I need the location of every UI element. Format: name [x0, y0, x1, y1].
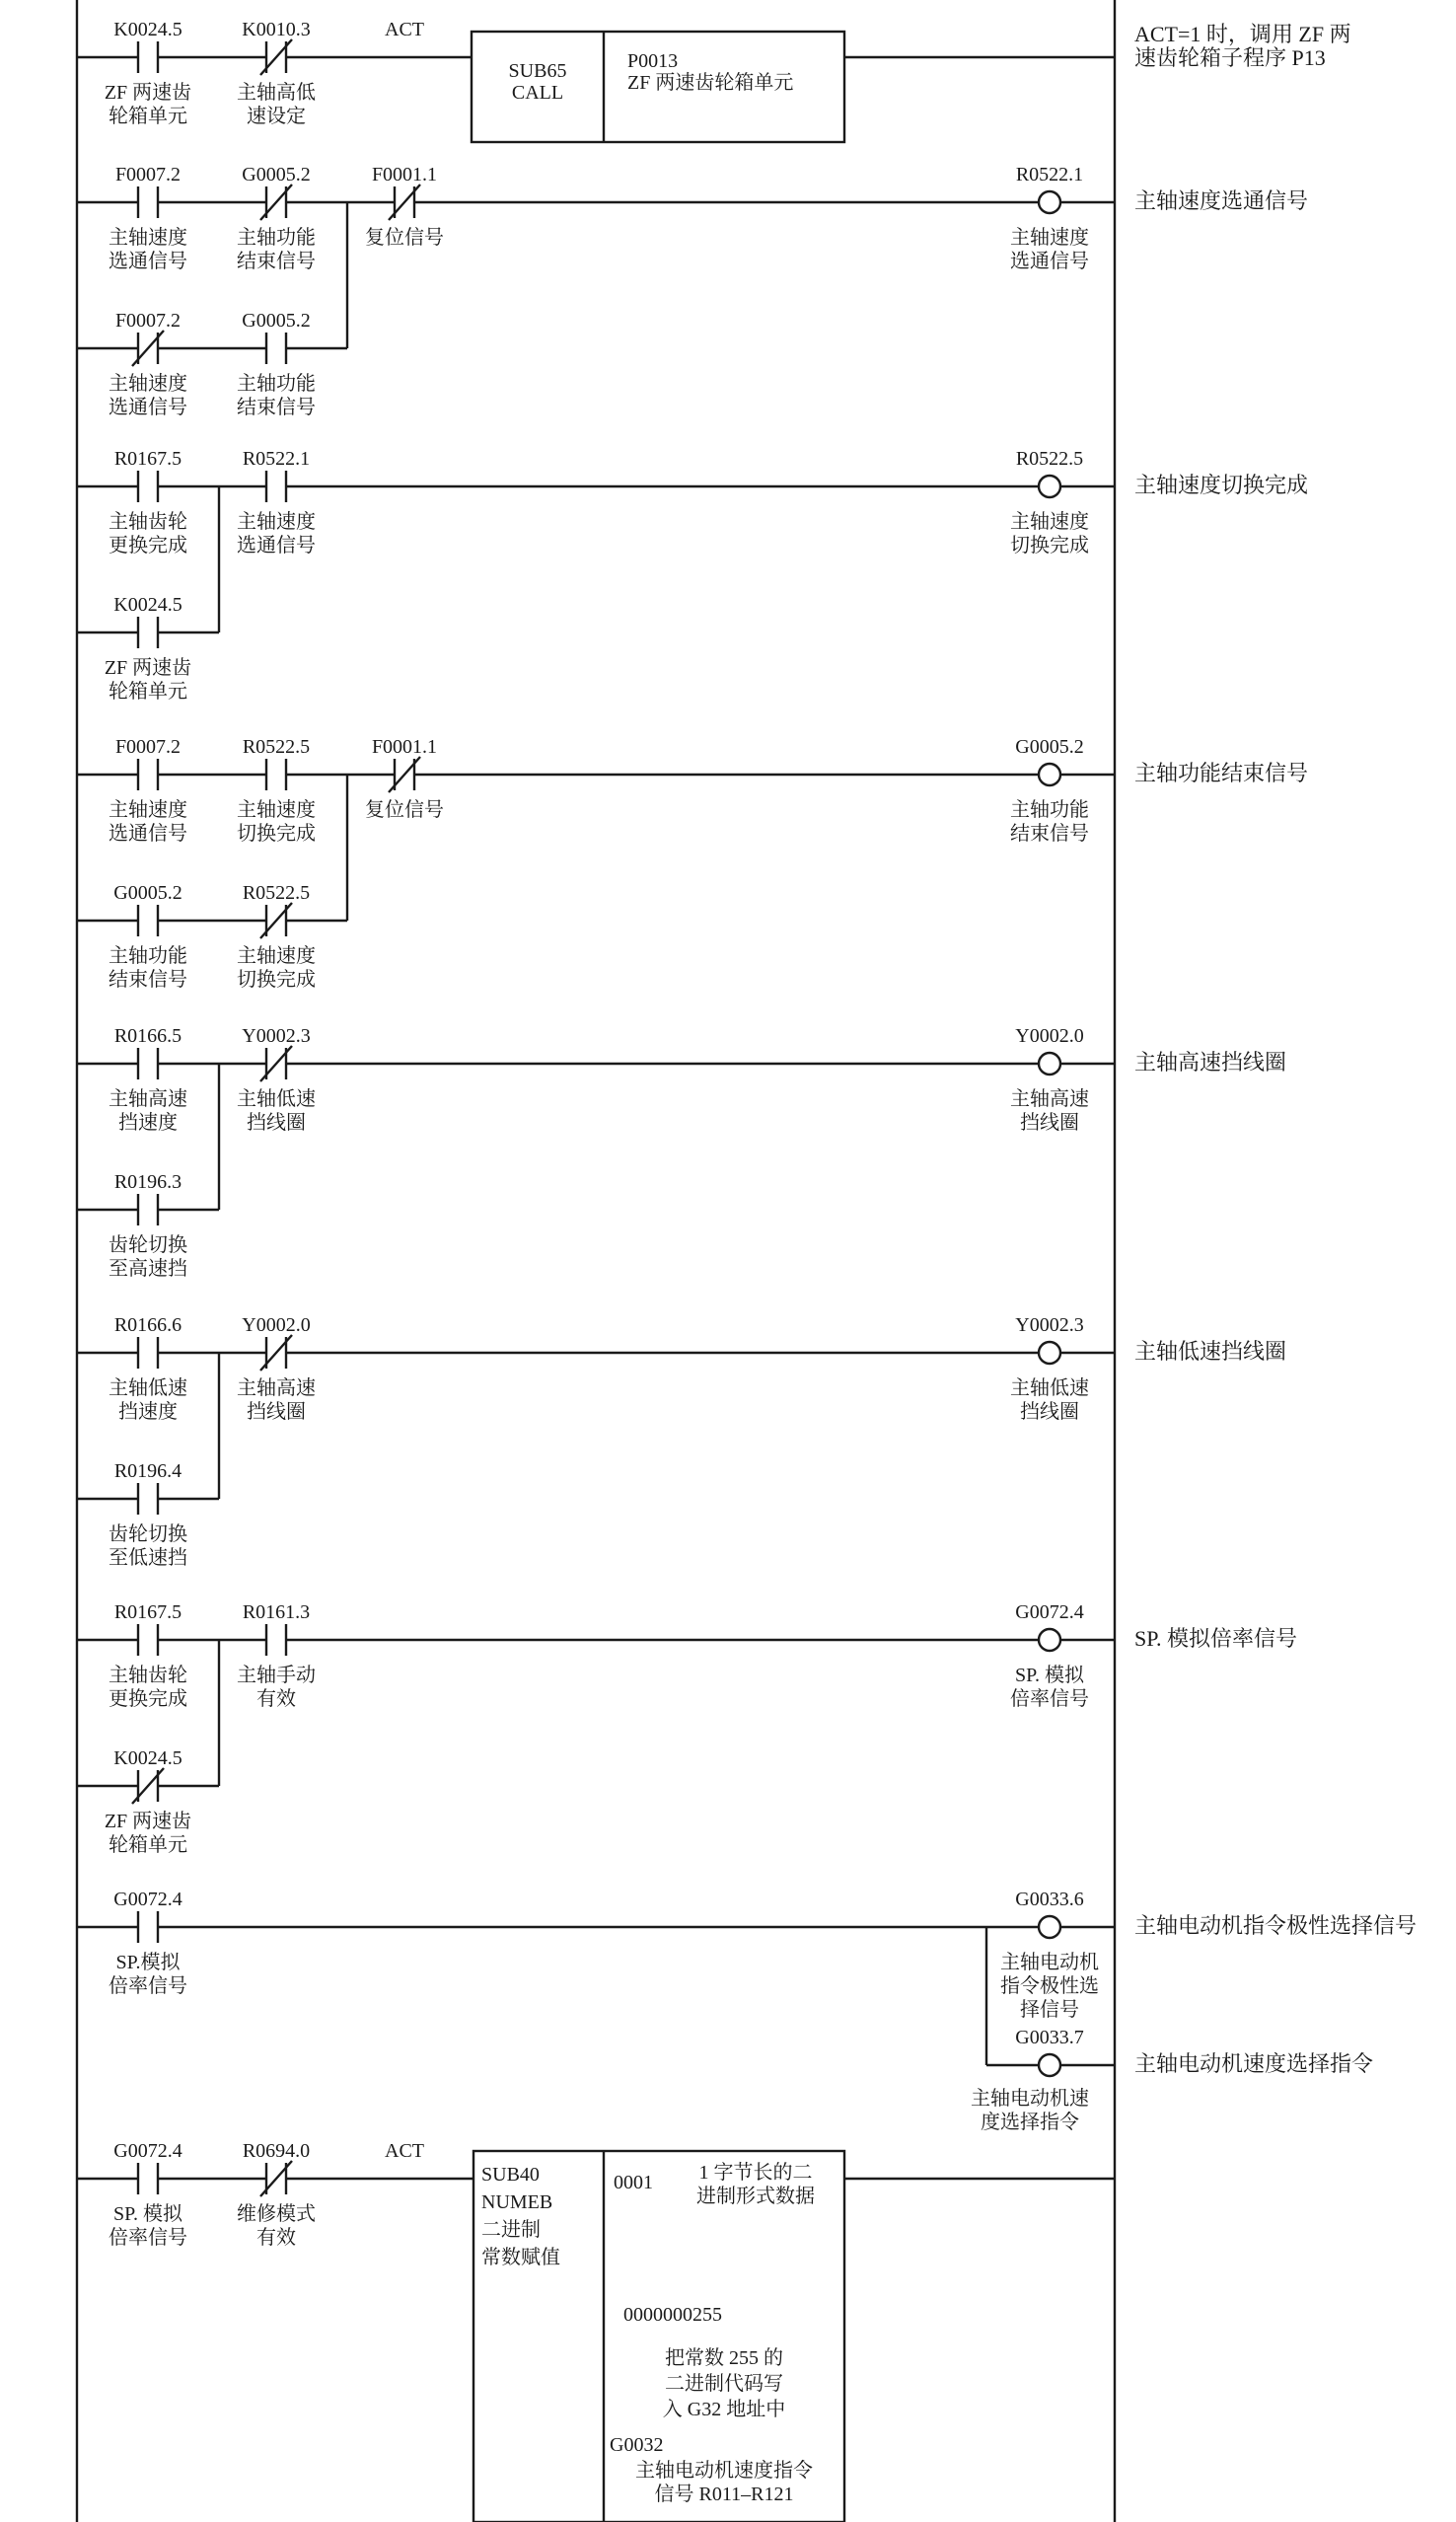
contact-address: G0072.4 — [113, 2140, 182, 2162]
contact-label: 轮箱单元 — [109, 1834, 187, 1856]
contact-label: 速设定 — [247, 106, 306, 127]
contact-address: R0167.5 — [113, 1601, 182, 1623]
contact-label: 主轴高低 — [237, 82, 316, 104]
coil-address: G0033.7 — [1015, 2027, 1084, 2048]
contact-address: R0522.5 — [242, 736, 311, 758]
contact-address: K0024.5 — [113, 19, 182, 40]
contact-label: 挡线圈 — [247, 1401, 306, 1423]
coil-symbol — [1039, 1053, 1060, 1075]
contact-label: 选通信号 — [237, 535, 316, 556]
contact-address: G0005.2 — [242, 164, 311, 185]
rung-note: 速齿轮箱子程序 P13 — [1134, 45, 1326, 70]
contact-label: 主轴高速 — [237, 1377, 316, 1399]
rung-note: ACT=1 时，调用 ZF 两 — [1134, 22, 1351, 46]
contact-label: 选通信号 — [109, 251, 187, 272]
contact-label: 主轴速度 — [237, 511, 316, 533]
coil-label: 倍率信号 — [1010, 1688, 1089, 1710]
contact-label: 主轴速度 — [109, 799, 187, 821]
contact-label: 选通信号 — [109, 823, 187, 845]
rung-note: 主轴速度选通信号 — [1134, 188, 1309, 213]
coil-address: G0072.4 — [1015, 1601, 1084, 1623]
box-constant: 0000000255 — [623, 2304, 722, 2326]
contact-address: K0024.5 — [113, 1747, 182, 1769]
contact-label: 倍率信号 — [109, 1975, 187, 1997]
coil-label: 切换完成 — [1010, 535, 1089, 556]
coil-address: G0005.2 — [1015, 736, 1084, 758]
contact-label: 轮箱单元 — [109, 106, 187, 127]
contact-label: 更换完成 — [109, 1688, 187, 1710]
contact-label: 复位信号 — [365, 799, 444, 821]
contact-address: G0005.2 — [113, 882, 182, 904]
box-text: 入 G32 地址中 — [662, 2399, 786, 2420]
contact-label: 主轴速度 — [109, 227, 187, 249]
contact-label: 至高速挡 — [109, 1258, 187, 1280]
contact-label: 齿轮切换 — [109, 1523, 187, 1545]
coil-address: G0033.6 — [1015, 1889, 1084, 1910]
contact-address: R0166.6 — [113, 1314, 182, 1336]
contact-label: 有效 — [256, 1688, 296, 1710]
contact-label: 主轴功能 — [237, 227, 316, 249]
rung-note: 主轴高速挡线圈 — [1134, 1050, 1287, 1075]
coil-label: 主轴速度 — [1010, 227, 1089, 249]
rung-note: SP. 模拟倍率信号 — [1134, 1626, 1298, 1651]
coil-label: 挡线圈 — [1020, 1401, 1079, 1423]
box-text: 二进制 — [481, 2219, 541, 2241]
contact-label: 切换完成 — [237, 969, 316, 991]
contact-address: R0196.3 — [113, 1171, 182, 1193]
contact-label: 主轴功能 — [237, 373, 316, 395]
coil-label: 择信号 — [1020, 1999, 1079, 2021]
rung-note: 主轴低速挡线圈 — [1134, 1339, 1287, 1364]
contact-address: Y0002.3 — [242, 1025, 311, 1047]
contact-label: 轮箱单元 — [109, 681, 187, 703]
coil-address: Y0002.0 — [1015, 1025, 1084, 1047]
contact-address: G0005.2 — [242, 310, 311, 332]
contact-label: 结束信号 — [109, 969, 187, 991]
contact-address: F0007.2 — [114, 164, 182, 185]
box-text: SUB65 — [508, 60, 567, 82]
coil-label: 主轴低速 — [1010, 1377, 1089, 1399]
contact-address: F0007.2 — [114, 310, 182, 332]
contact-label: 主轴速度 — [109, 373, 187, 395]
contact-label: ZF 两速齿 — [104, 82, 192, 104]
contact-label: 主轴低速 — [109, 1377, 187, 1399]
box-text: 二进制代码写 — [665, 2373, 783, 2395]
contact-label: 挡速度 — [118, 1112, 178, 1134]
contact-label: 主轴功能 — [109, 945, 187, 967]
rung-note: 主轴电动机速度选择指令 — [1134, 2051, 1374, 2076]
box-text: ZF 两速齿轮箱单元 — [627, 72, 794, 94]
coil-symbol — [1039, 1629, 1060, 1651]
contact-address: R0522.5 — [242, 882, 311, 904]
rung-note: 主轴电动机指令极性选择信号 — [1134, 1913, 1418, 1938]
contact-address: Y0002.0 — [242, 1314, 311, 1336]
box-text: P0013 — [627, 50, 679, 72]
contact-address: ACT — [385, 2140, 424, 2162]
contact-label: 挡速度 — [118, 1401, 178, 1423]
rung-note: 主轴速度切换完成 — [1134, 473, 1309, 497]
contact-address: K0010.3 — [242, 19, 311, 40]
coil-address: Y0002.3 — [1015, 1314, 1084, 1336]
coil-label: 指令极性选 — [1000, 1975, 1099, 1997]
contact-label: 结束信号 — [237, 397, 316, 418]
box-text: SUB40 — [481, 2164, 540, 2186]
contact-label: 有效 — [256, 2227, 296, 2249]
coil-symbol — [1039, 476, 1060, 497]
coil-label: 主轴高速 — [1010, 1088, 1089, 1110]
coil-label: 主轴电动机 — [1000, 1952, 1099, 1973]
coil-address: R0522.5 — [1015, 448, 1084, 470]
contact-label: 主轴齿轮 — [109, 1665, 187, 1686]
coil-label: 主轴功能 — [1010, 799, 1089, 821]
coil-symbol — [1039, 764, 1060, 785]
coil-label: 选通信号 — [1010, 251, 1089, 272]
contact-address: F0007.2 — [114, 736, 182, 758]
box-text: 进制形式数据 — [696, 2186, 815, 2207]
coil-symbol — [1039, 1342, 1060, 1364]
contact-address: R0196.4 — [113, 1460, 182, 1482]
coil-label: 度选择指令 — [981, 2112, 1079, 2133]
coil-address: R0522.1 — [1015, 164, 1084, 185]
contact-address: R0522.1 — [242, 448, 311, 470]
contact-label: ZF 两速齿 — [104, 657, 192, 679]
rung-note: 主轴功能结束信号 — [1134, 761, 1309, 785]
contact-address: F0001.1 — [371, 164, 438, 185]
contact-label: ZF 两速齿 — [104, 1811, 192, 1832]
contact-label: 主轴齿轮 — [109, 511, 187, 533]
box-text: 1 字节长的二 — [698, 2162, 813, 2184]
coil-symbol — [1039, 2054, 1060, 2076]
box-text: 把常数 255 的 — [665, 2347, 783, 2369]
contact-label: 主轴速度 — [237, 799, 316, 821]
contact-address: K0024.5 — [113, 594, 182, 616]
box-text: 常数赋值 — [481, 2247, 560, 2268]
contact-address: R0166.5 — [113, 1025, 182, 1047]
coil-label: 主轴速度 — [1010, 511, 1089, 533]
contact-label: 选通信号 — [109, 397, 187, 418]
contact-label: 至低速挡 — [109, 1547, 187, 1569]
coil-symbol — [1039, 1916, 1060, 1938]
contact-address: F0001.1 — [371, 736, 438, 758]
box-text: 0001 — [614, 2172, 653, 2193]
box-text: CALL — [511, 82, 564, 104]
contact-address: ACT — [385, 19, 424, 40]
contact-label: 倍率信号 — [109, 2227, 187, 2249]
contact-label: 主轴速度 — [237, 945, 316, 967]
contact-label: 复位信号 — [365, 227, 444, 249]
box-text: 信号 R011–R121 — [654, 2484, 794, 2505]
coil-label: 结束信号 — [1010, 823, 1089, 845]
box-text: 主轴电动机速度指令 — [635, 2460, 813, 2482]
contact-address: R0694.0 — [242, 2140, 311, 2162]
contact-address: G0072.4 — [113, 1889, 182, 1910]
contact-address: R0167.5 — [113, 448, 182, 470]
contact-label: 主轴低速 — [237, 1088, 316, 1110]
contact-label: 主轴高速 — [109, 1088, 187, 1110]
contact-label: SP.模拟 — [115, 1952, 181, 1973]
coil-label: SP. 模拟 — [1014, 1665, 1085, 1686]
contact-label: 结束信号 — [237, 251, 316, 272]
coil-symbol — [1039, 191, 1060, 213]
contact-label: 切换完成 — [237, 823, 316, 845]
coil-label: 主轴电动机速 — [971, 2088, 1089, 2110]
box-text: NUMEB — [481, 2191, 553, 2213]
contact-address: R0161.3 — [242, 1601, 311, 1623]
contact-label: 更换完成 — [109, 535, 187, 556]
box-output: G0032 — [610, 2434, 664, 2456]
coil-label: 挡线圈 — [1020, 1112, 1079, 1134]
contact-label: 维修模式 — [237, 2203, 316, 2225]
contact-label: SP. 模拟 — [112, 2203, 183, 2225]
contact-label: 齿轮切换 — [109, 1234, 187, 1256]
contact-label: 挡线圈 — [247, 1112, 306, 1134]
contact-label: 主轴手动 — [237, 1665, 316, 1686]
